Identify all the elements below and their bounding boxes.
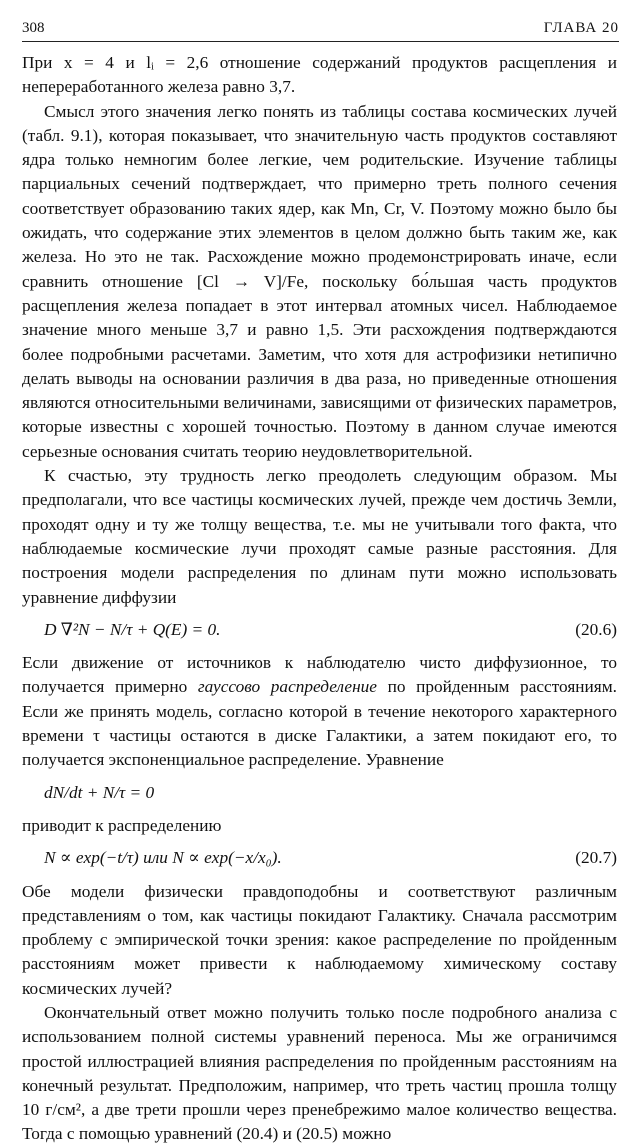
equation-unnumbered	[22, 781, 617, 805]
equation-20-6	[22, 618, 617, 642]
equation-20-6-body: D ∇²N − N/τ + Q(E) = 0.	[44, 619, 221, 639]
running-header	[22, 12, 619, 42]
equation-20-7	[22, 846, 617, 870]
equation-20-6-number: (20.6)	[575, 619, 617, 639]
chapter-title: ГЛАВА 20	[543, 20, 619, 36]
page-body	[22, 51, 617, 1147]
equation-20-7-body: N ∝ exp(−t/τ) или N ∝ exp(−x/x₀).	[44, 848, 282, 868]
paragraph-7: Окончательный ответ можно получить только после подробного анализа с использованием полной системы уравнений переноса. Мы же ограничимся простой иллюстрацией влияния распределения по пройденным расстояниям на конечный результат. Предположим, например, что треть частиц прошла толщу 10 г/см², а две трети прошли через пренебрежимо малое количество вещества. Тогда с помощью уравнений (20.4) и (20.5) можно	[22, 1002, 617, 1144]
paragraph-6: Обе модели физически правдоподобны и соответствуют различным представлениям о том, как частицы покидают Галактику. Сначала рассмотрим проблему с эмпирической точки зрения: какое распределение по пройденным расстояниям может привести к наблюдаемому химическому составу космических лучей?	[22, 881, 617, 998]
paragraph-5: приводит к распределению	[22, 815, 222, 835]
gaussian-term: гауссово распределение	[197, 677, 377, 697]
paragraph-4-end: по пройденным расстояниям. Если же принять модель, согласно которой в течение некоторого характерного времени τ частицы остаются в диске Галактики, а затем покидают его, то получается экспоненциальное распределение. Уравнение	[22, 677, 617, 770]
paragraph-2: Смысл этого значения легко понять из таблицы состава космических лучей (табл. 9.1), которая показывает, что значительную часть продуктов составляют ядра только немногим более легкие, чем родительские. Изучение таблицы парциальных сечений подтверждает, что примерно треть полного сечения соответствует образованию таких ядер, как Mn, Cr, V. Поэтому можно было бы ожидать, что содержание этих элементов в целом должно быть таким же, как железа. Но это не так. Расхождение можно продемонстрировать иначе, если сравнить отношение [Cl → V]/Fe, поскольку бо́льшая часть продуктов расщепления железа попадает в этот интервал атомных чисел. Наблюдаемое значение много меньше 3,7 и равно 1,5. Эти расхождения подтверждаются более подробными расчетами. Заметим, что хотя для астрофизики нетипично делать выводы на основании различия в два раза, но приведенные отношения являются относительными величинами, зависящими от физических параметров, которые известны с хорошей точностью. Поэтому в данном случае имеются серьезные основания считать теорию неудовлетворительной.	[22, 101, 617, 461]
paragraph-1: При x = 4 и lᵢ = 2,6 отношение содержаний продуктов расщепления и непереработанного железа равно 3,7.	[22, 53, 617, 97]
paragraph-4	[22, 651, 617, 772]
page-number: 308	[22, 20, 45, 36]
equation-20-7-number: (20.7)	[575, 848, 617, 868]
paragraph-4-start: Если движение от источников к наблюдателю чисто диффузионное, то получается примерно	[22, 653, 617, 697]
paragraph-3: К счастью, эту трудность легко преодолеть следующим образом. Мы предполагали, что все частицы космических лучей, прежде чем достичь Земли, проходят одну и ту же толщу вещества, т.е. мы не учитывали того факта, что наблюдаемые космические лучи проходят самые разные расстояния. Для построения модели распределения по длинам пути можно использовать уравнение диффузии	[22, 466, 617, 607]
equation-unnumbered-body: dN/dt + N/τ = 0	[44, 782, 155, 802]
